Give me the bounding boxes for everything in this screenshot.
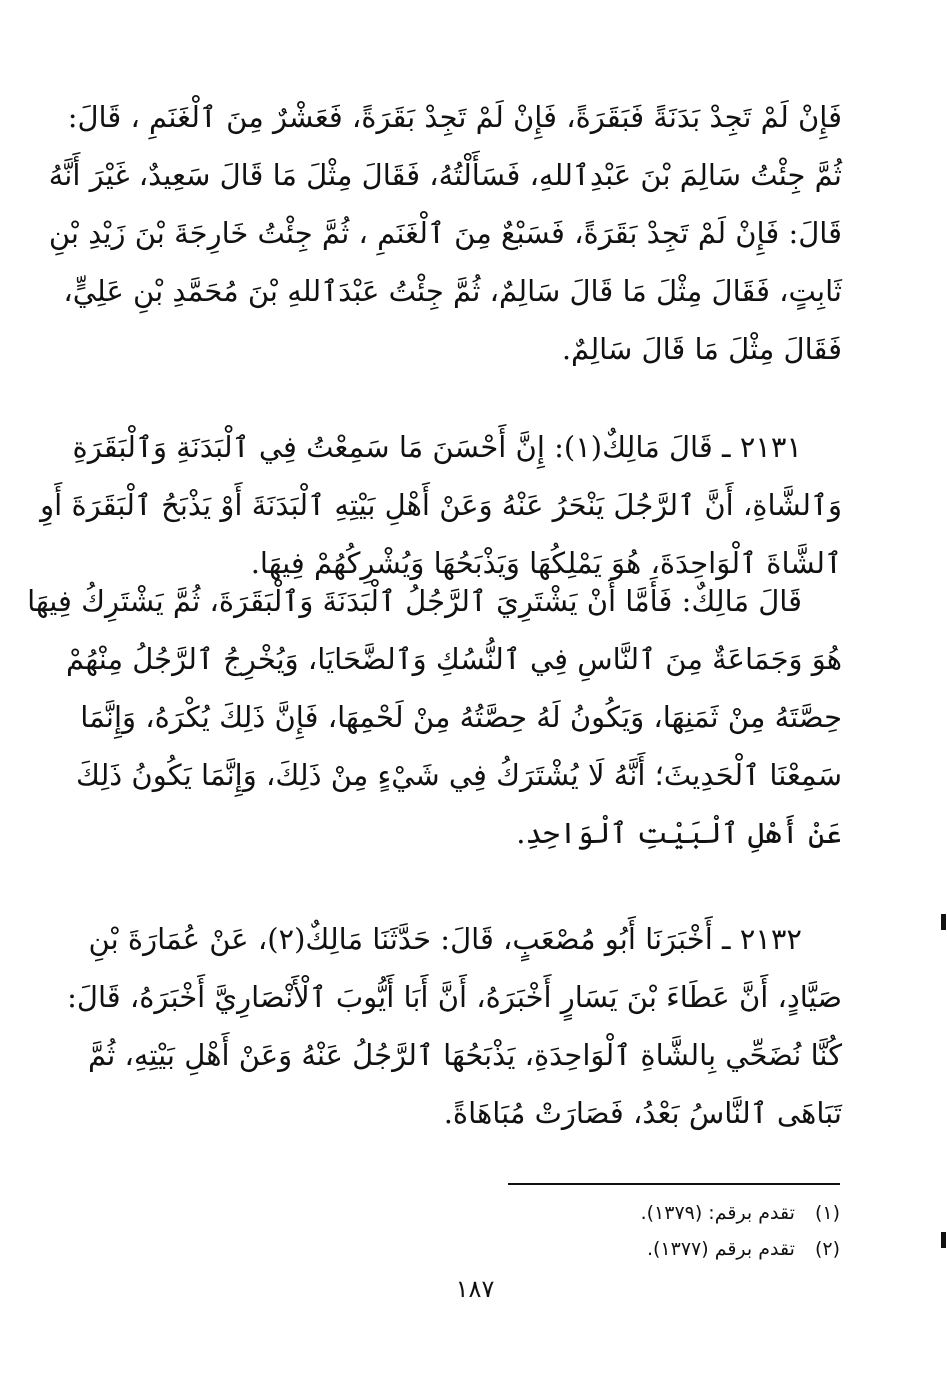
text-line: سَمِعْنَا ٱلْحَدِيثَ؛ أَنَّهُ لَا يُشْتَرَكُ فِي شَيْءٍ مِنْ ذَلِكَ، وَإِنَّمَا يَكُونُ ذَلِكَ xyxy=(76,758,842,792)
paragraph-malik-comment xyxy=(27,572,842,862)
footnotes xyxy=(500,1195,840,1267)
scan-edge-mark xyxy=(941,1232,946,1248)
footnote-marker: (١) xyxy=(814,1202,840,1224)
paragraph-continuation xyxy=(48,88,842,378)
footnote-2 xyxy=(500,1231,840,1267)
text-line: كُنَّا نُضَحِّي بِالشَّاةِ ٱلْوَاحِدَةِ، يَذْبَحُهَا ٱلرَّجُلُ عَنْهُ وَعَنْ أَهْلِ بَيْتِهِ، ثُمَّ xyxy=(87,1038,842,1072)
text-line: قَالَ مَالِكٌ: فَأَمَّا أَنْ يَشْتَرِيَ ٱلرَّجُلُ ٱلْبَدَنَةَ وَٱلْبَقَرَةَ، ثُمَّ يَشْتَرِكُ فِيهَا xyxy=(27,584,802,618)
text-line: صَيَّادٍ، أَنَّ عَطَاءَ بْنَ يَسَارٍ أَخْبَرَهُ، أَنَّ أَبَا أَيُّوبَ ٱلْأَنْصَارِيَّ أَخْبَرَهُ، قَالَ: xyxy=(67,980,842,1014)
text-line: ٢١٣١ ـ قَالَ مَالِكٌ(١): إِنَّ أَحْسَنَ مَا سَمِعْتُ فِي ٱلْبَدَنَةِ وَٱلْبَقَرَةِ xyxy=(72,430,802,464)
text-line: ٢١٣٢ ـ أَخْبَرَنَا أَبُو مُصْعَبٍ، قَالَ: حَدَّثَنَا مَالِكٌ(٢)، عَنْ عُمَارَةَ بْنِ xyxy=(88,922,802,956)
text-line: هُوَ وَجَمَاعَةٌ مِنَ ٱلنَّاسِ فِي ٱلنُّسُكِ وَٱلضَّحَايَا، وَيُخْرِجُ ٱلرَّجُلُ مِنْهُمْ xyxy=(66,642,842,676)
footnote-text: تقدم برقم (١٣٧٧). xyxy=(646,1238,795,1260)
text-line: فَقَالَ مِثْلَ مَا قَالَ سَالِمٌ. xyxy=(561,332,842,366)
text-line: حِصَّتَهُ مِنْ ثَمَنِهَا، وَيَكُونُ لَهُ حِصَّتُهُ مِنْ لَحْمِهَا، فَإِنَّ ذَلِكَ يُكْرَهُ، وَإِنَّمَا xyxy=(80,700,842,734)
text-line: قَالَ: فَإِنْ لَمْ تَجِدْ بَقَرَةً، فَسَبْعٌ مِنَ ٱلْغَنَمِ ، ثُمَّ جِئْتُ خَارِجَةَ بْنَ زَيْدِ بْنِ xyxy=(48,216,842,250)
paragraph-hadith-2132 xyxy=(67,910,842,1142)
text-line: عَنْ أَهْلِ ٱلْبَيْتِ ٱلْوَاحِدِ. xyxy=(516,816,842,850)
text-line: فَإِنْ لَمْ تَجِدْ بَدَنَةً فَبَقَرَةً، فَإِنْ لَمْ تَجِدْ بَقَرَةً، فَعَشْرٌ مِنَ ٱلْغَنَمِ ، قَالَ: xyxy=(67,100,842,134)
footnote-text: تقدم برقم: (١٣٧٩). xyxy=(640,1202,795,1224)
footnote-divider xyxy=(508,1183,840,1185)
text-line: وَٱلشَّاةِ، أَنَّ ٱلرَّجُلَ يَنْحَرُ عَنْهُ وَعَنْ أَهْلِ بَيْتِهِ ٱلْبَدَنَةَ أَوْ يَذْبَحُ ٱلْبَقَرَةَ أَوِ xyxy=(40,488,842,522)
footnote-1 xyxy=(500,1195,840,1231)
page-number: ١٨٧ xyxy=(455,1275,495,1303)
text-line: تَبَاهَى ٱلنَّاسُ بَعْدُ، فَصَارَتْ مُبَاهَاةً. xyxy=(443,1096,842,1130)
text-line: ثُمَّ جِئْتُ سَالِمَ بْنَ عَبْدِٱللهِ، فَسَأَلْتُهُ، فَقَالَ مِثْلَ مَا قَالَ سَعِيدٌ، غَيْرَ أَنَّهُ xyxy=(48,158,842,192)
scan-edge-mark xyxy=(941,914,946,930)
text-line: ٱلشَّاةَ ٱلْوَاحِدَةَ، هُوَ يَمْلِكُهَا وَيَذْبَحُهَا وَيُشْرِكُهُمْ فِيهَا. xyxy=(250,546,842,580)
paragraph-hadith-2131 xyxy=(40,418,842,592)
footnote-marker: (٢) xyxy=(814,1238,840,1260)
text-line: ثَابِتٍ، فَقَالَ مِثْلَ مَا قَالَ سَالِمٌ، ثُمَّ جِئْتُ عَبْدَٱللهِ بْنَ مُحَمَّدِ بْنِ عَلِيٍّ، xyxy=(63,274,842,308)
